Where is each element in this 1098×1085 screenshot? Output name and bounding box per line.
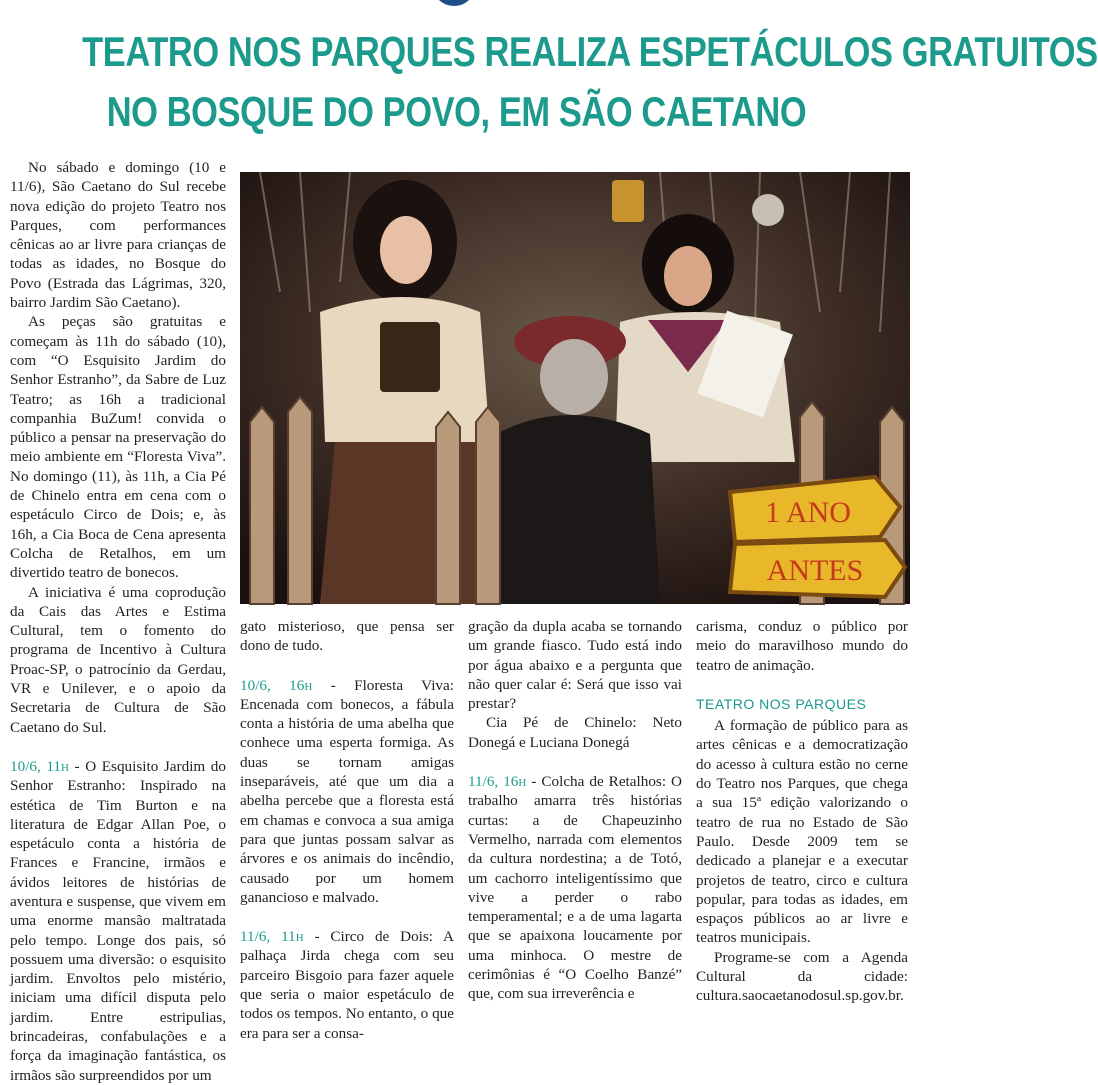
schedule-entry [10,757,226,1085]
section-badge [432,0,476,6]
paragraph: A iniciativa é uma coprodução da Cais das Artes e Estima Cultural, tem o fomento do programa de Incentivo à Cultura Proac-SP, o patrocínio da Gerdau, VR e Unilever, e o apoio da Secretaria de Cultura de São Caetano do Sul. [10,583,226,736]
sign-text-top: 1 ANO [765,496,851,529]
sign-antes [730,540,905,597]
schedule-text: - Circo de Dois: A palhaça Jirda chega com seu parceiro Bisgoio para fazer aquele que seria o maior espetáculo de todos os tempos. No entanto, o que era para ser a consa- [240,928,454,1042]
section-heading: TEATRO NOS PARQUES [696,695,867,712]
stage-photo-drawing [240,172,910,604]
schedule-text: - O Esquisito Jardim do Senhor Estranho: Inspirado na estética de Tim Burton e na literatura de Edgar Allan Poe, o espetáculo conta a história de Frances e Francine, irmãos e ávidos leitores de histórias de aventura e suspense, que vivem em uma enorme mansão maltratada pelo tempo. Longe dos pais, só possuem uma diversão: o esquisito jardim. Envoltos pelo mistério, iniciam uma difícil disputa pelo jardim. Entre estripulias, brincadeiras, confabulações e a força da imaginação fantástica, os irmãos são surpreendidos por um [10,757,226,1084]
page-title [82,22,1098,142]
schedule-entry [240,927,454,1043]
schedule-text: - Colcha de Retalhos: O trabalho amarra três histórias curtas: a de Chapeuzinho Vermelho, narrada com elementos da cultura nordestina; a de Totó, um cachorro inteligentíssimo que vive a perder o rabo temperamental; e a de uma lagarta que se apaixona loucamente por uma minhoca. O mestre de cerimônias é “O Coelho Banzé” que, com sua irreverência e [468,773,683,1003]
schedule-date: 11/6, 16h [468,773,527,791]
schedule-date: 10/6, 11h [10,757,69,775]
paragraph: gração da dupla acaba se tornando um grande fiasco. Tudo está indo por água abaixo e a pergunta que não quer calar é: Será que isso vai prestar? [468,618,682,713]
schedule-entry [468,772,682,1004]
article-column-1 [10,158,226,1085]
paragraph: gato misterioso, que pensa ser dono de tudo. [240,618,454,655]
paragraph: Cia Pé de Chinelo: Neto Donegá e Luciana Donegá [468,714,682,751]
article-column-4 [696,617,908,1006]
article-column-3 [468,617,682,1004]
paragraph: carisma, conduz o público por meio do maravilhoso mundo do teatro de animação. [696,618,908,674]
title-line-2: NO BOSQUE DO POVO, EM SÃO CAETANO [106,88,807,135]
paragraph: No sábado e domingo (10 e 11/6), São Caetano do Sul recebe nova edição do projeto Teatro nos Parques, com performances cênicas ao ar livre para crianças de todas as idades, no Bosque do Povo (Estrada das Lágrimas, 320, bairro Jardim São Caetano). [10,159,226,312]
paragraph: Programe-se com a Agenda Cultural da cidade: cultura.saocaetanodosul.sp.gov.br. [696,948,908,1005]
schedule-text: - Floresta Viva: Encenada com bonecos, a fábula conta a história de uma abelha que conhece uma esperta formiga. As duas se tornam amigas inseparáveis, até que um dia a abelha percebe que a floresta está em chamas e convoca a sua amiga para que juntas possam salvar as árvores e os animais do incêndio, causado por um homem ganancioso e malvado. [240,676,454,906]
article-column-2 [240,617,454,1043]
schedule-entry [240,676,454,908]
title-line-1: TEATRO NOS PARQUES REALIZA ESPETÁCULOS GRATUITOS [82,28,1098,75]
schedule-date: 10/6, 16h [240,676,313,694]
paragraph: A formação de público para as artes cênicas e a democratização do acesso à cultura estão no cerne do Teatro nos Parques, que chega a sua 15ª edição valorizando o teatro de rua no Estado de São Paulo. Desde 2009 tem se dedicado a planejar e a executar projetos de teatro, circo e cultura popular, para todas as idades, em espaços públicos ao ar livre e teatros municipais. [696,717,908,947]
sign-text-bottom: ANTES [766,554,864,587]
schedule-date: 11/6, 11h [240,928,304,946]
stage-photo [240,172,910,604]
paragraph: As peças são gratuitas e começam às 11h do sábado (10), com “O Esquisito Jardim do Senhor Estranho”, da Sabre de Luz Teatro; as 16h a tradicional companhia BuZum! convida o público a pensar na preservação do meio ambiente em “Floresta Viva”. No domingo (11), às 11h, a Cia Pé de Chinelo entra em cena com o espetáculo Circo de Dois; e, às 16h, a Cia Boca de Cena apresenta Colcha de Retalhos, em um divertido teatro de bonecos. [10,313,226,582]
